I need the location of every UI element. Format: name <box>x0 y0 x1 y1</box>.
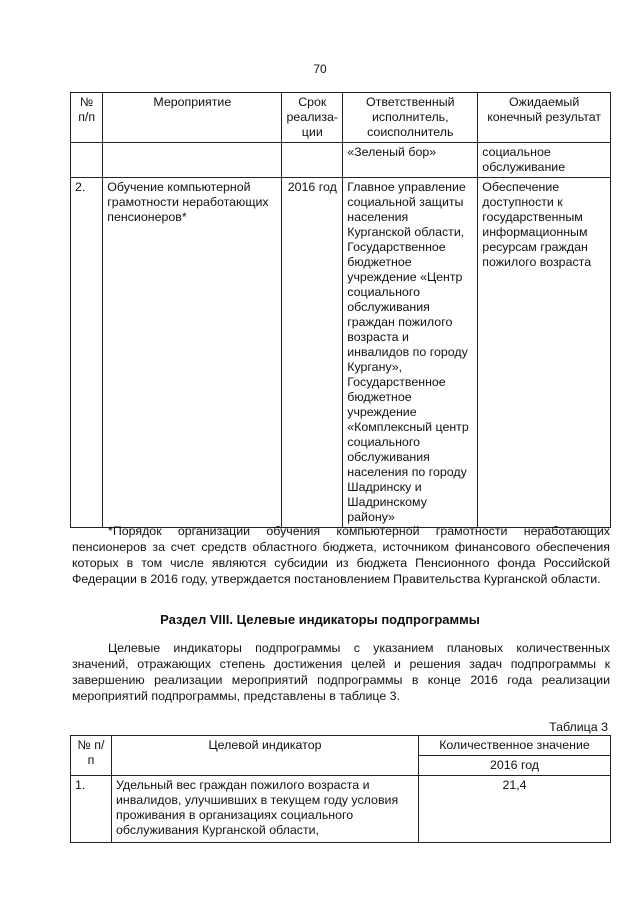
cell-num <box>71 143 103 178</box>
cell-num: 1. <box>71 776 112 843</box>
header-term: Срок реализа-ции <box>282 93 343 143</box>
header-num: № п/п <box>71 93 103 143</box>
table-caption: Таблица 3 <box>549 720 608 734</box>
intro-paragraph: Целевые индикаторы подпрограммы с указанием плановых количественных значений, отражающих степень достижения целей и решения задач подпрограммы к завершению реализации мероприятий подпрограммы в конце 2016 года реализации мероприятий подпрограммы, представлены в таблице 3. <box>72 641 610 703</box>
header-executor: Ответственный исполнитель, соисполнитель <box>343 93 478 143</box>
header-result: Ожидаемый конечный результат <box>478 93 611 143</box>
table-row <box>71 143 611 178</box>
activities-table <box>70 92 611 528</box>
cell-result: социальное обслуживание <box>478 143 611 178</box>
cell-indicator: Удельный вес граждан пожилого возраста и инвалидов, улучшивших в текущем году условия проживания в организациях социального обслуживания Курганской области, <box>112 776 419 843</box>
cell-term <box>282 143 343 178</box>
footnote: *Порядок организации обучения компьютерной грамотности неработающих пенсионеров за счет средств областного бюджета, источником финансового обеспечения которых в том числе являются субсидии из бюджета Пенсионного фонда Российской Федерации в 2016 году, утверждается постановлением Правительства Курганской области. <box>72 524 610 586</box>
indicators-table <box>70 735 611 843</box>
cell-value: 21,4 <box>419 776 611 843</box>
cell-result: Обеспечение доступности к государственным информационным ресурсам граждан пожилого возраста <box>478 178 611 528</box>
cell-activity: Обучение компьютерной грамотности неработающих пенсионеров* <box>103 178 282 528</box>
header-value: Количественное значение <box>419 736 611 756</box>
cell-activity <box>103 143 282 178</box>
cell-executor: «Зеленый бор» <box>343 143 478 178</box>
cell-executor: Главное управление социальной защиты населения Курганской области, Государственное бюджетное учреждение «Центр социального обслуживания граждан пожилого возраста и инвалидов по городу Кургану», Государственное бюджетное учреждение «Комплексный центр социального обслуживания населения по городу Шадринску и Шадринскому району» <box>343 178 478 528</box>
table-header-row <box>71 93 611 143</box>
page-number: 70 <box>313 62 327 76</box>
table-row <box>71 776 611 843</box>
header-activity: Мероприятие <box>103 93 282 143</box>
header-indicator: Целевой индикатор <box>112 736 419 776</box>
table-row <box>71 178 611 528</box>
section-title: Раздел VIII. Целевые индикаторы подпрограммы <box>160 612 480 627</box>
cell-num: 2. <box>71 178 103 528</box>
table-header-row <box>71 736 611 756</box>
header-year: 2016 год <box>419 756 611 776</box>
header-num: № п/п <box>71 736 112 776</box>
cell-term: 2016 год <box>282 178 343 528</box>
